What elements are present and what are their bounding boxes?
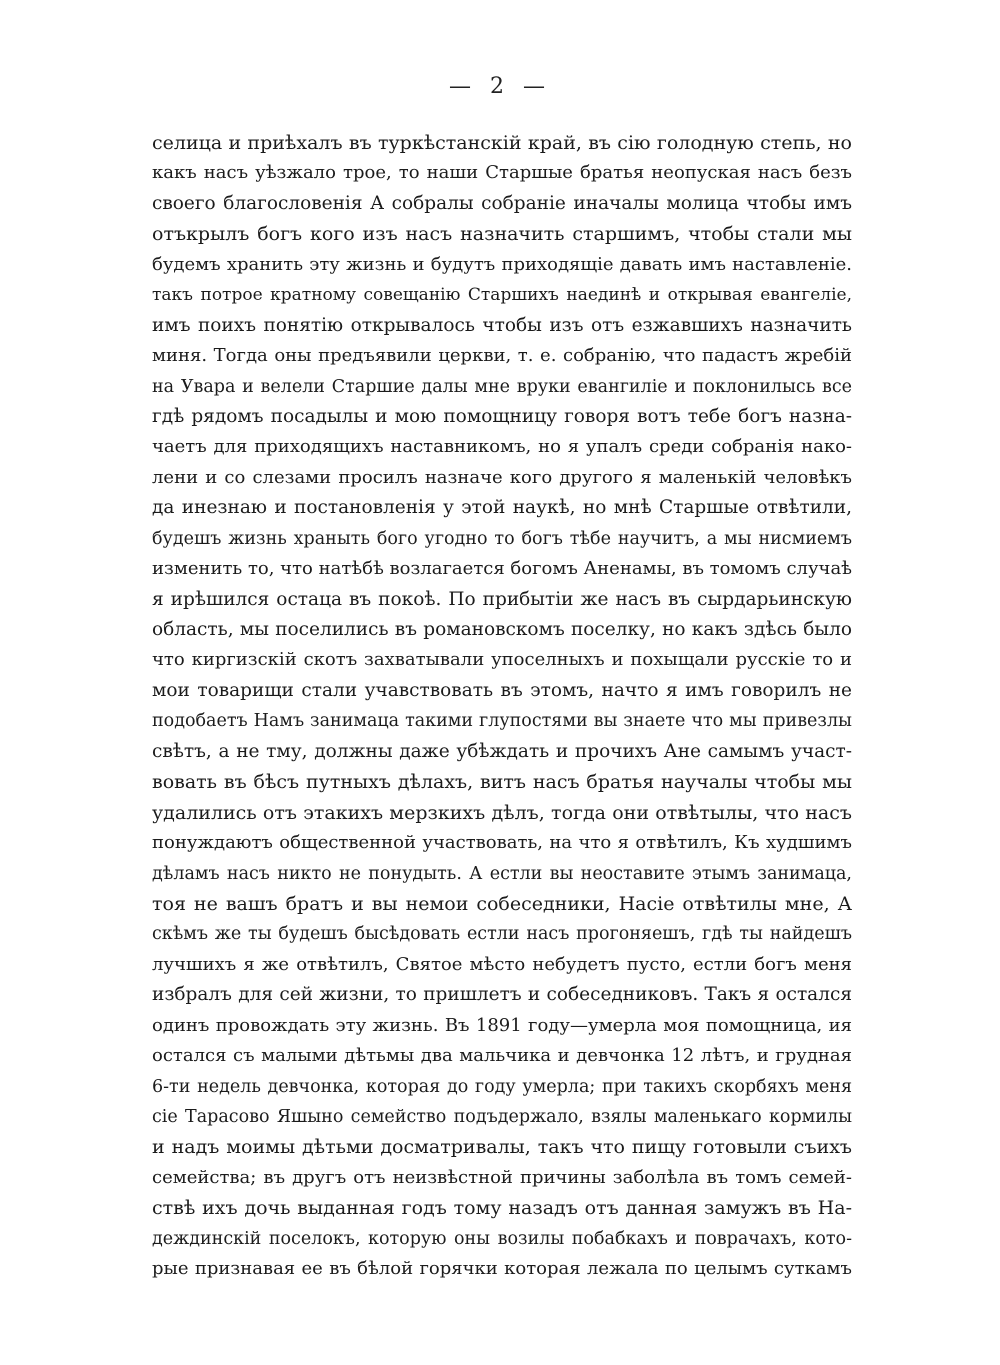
text-line: лучшихъ я же отвѣтилъ, Святое мѣсто небудетъ пусто, естли богъ меня [152, 953, 852, 975]
text-line: изменить то, что натѣбѣ возлагается богомъ Аненамы, въ томомъ случаѣ [152, 558, 852, 580]
text-line: будемъ хранить эту жизнь и будутъ приходящіе давать имъ наставленіе. [152, 253, 852, 275]
text-line: будешъ жизнь храныть бого угодно то богъ тѣбе научитъ, а мы нисмиемъ [152, 528, 852, 549]
text-line: имъ поихъ понятію открывалось чтобы изъ отъ езжавшихъ назначить [152, 314, 852, 336]
text-line: семейства; въ другъ отъ неизвѣстной причины заболѣла въ томъ семей- [152, 1166, 852, 1188]
text-line: понуждаютъ общественной участвовать, на что я отвѣтилъ, Къ худшимъ [152, 832, 852, 854]
text-line: 6-ти недель девчонка, которая до году умерла; при такихъ скорбяхъ меня [152, 1076, 852, 1097]
text-line: скѣмъ же ты будешъ бысѣдовать естли насъ прогоняешъ, гдѣ ты найдешъ [152, 924, 852, 945]
text-line: да инезнаю и постановленія у этой наукѣ, но мнѣ Старшые отвѣтили, [152, 497, 852, 519]
text-line: что киргизскій скотъ захватывали упоселныхъ и похыщали русскіе то и [152, 649, 852, 671]
text-line: чаетъ для приходящихъ наставникомъ, но я упалъ среди собранія нако- [152, 436, 852, 458]
text-line: своего благословенія А собралы собраніе иначалы молица чтобы имъ [152, 192, 852, 214]
text-line: вовать въ бѣсъ путныхъ дѣлахъ, витъ насъ братья научалы чтобы мы [152, 771, 852, 794]
text-line: рые признавая ее въ бѣлой горячки которая лежала по целымъ суткамъ [152, 1258, 852, 1280]
text-line: избралъ для сей жизни, то пришлетъ и собеседниковъ. Такъ я остался [152, 984, 852, 1006]
text-line: сіе Тарасово Яшыно семейство подъдержало, взялы маленькаго кормилы [152, 1107, 852, 1127]
text-line: лени и со слезами просилъ назначе кого другого я маленькій человѣкъ [152, 466, 852, 488]
body-text [152, 128, 852, 1285]
text-line: на Увара и велели Старшие далы мне вруки евангиліе и поклонилысь все [152, 376, 852, 397]
text-line: миня. Тогда оны предъявили церкви, т. е. собранію, что падастъ жребій [152, 345, 852, 367]
text-line: одинъ провождать эту жизнь. Въ 1891 году—умерла моя помощница, ия [152, 1014, 852, 1036]
text-line: тоя не вашъ братъ и вы немои собеседники, Насіе отвѣтилы мне, А [152, 892, 852, 915]
text-line: деждинскій поселокъ, которую оны возилы побабкахъ и поврачахъ, кото- [152, 1228, 852, 1249]
text-line: подобаетъ Намъ занимаца такими глупостями вы знаете что мы привезлы [152, 711, 852, 732]
page-number: — 2 — [449, 74, 551, 99]
text-line: гдѣ рядомъ посадылы и мою помощницу говоря вотъ тебе богъ назна- [152, 405, 852, 427]
text-line: селица и приѣхалъ въ туркѣстанскій край, въ сію голодную степь, но [152, 132, 852, 154]
text-line: удалились отъ этакихъ мерзкихъ дѣлъ, тогда они отвѣтылы, что насъ [152, 801, 852, 824]
text-line: такъ потрое кратному совещанію Старшихъ наединѣ и открывая евангеліе, [152, 285, 852, 306]
text-line: ствѣ ихъ дочь выданная годъ тому назадъ отъ данная замужъ въ На- [152, 1197, 852, 1220]
text-line: отъкрылъ богъ кого изъ насъ назначить старшимъ, чтобы стали мы [152, 223, 852, 246]
text-line: область, мы поселились въ романовскомъ поселку, но какъ здѣсь было [152, 619, 852, 640]
text-line: дѣламъ насъ никто не понудыть. А естли вы неоставите этымъ занимаца, [152, 863, 852, 884]
text-line: свѣтъ, а не тму, должны даже убѣждать и прочихъ Ане самымъ участ- [152, 740, 852, 762]
text-line: мои товарищи стали учавствовать въ этомъ, начто я имъ говорилъ не [152, 679, 852, 701]
text-line: я ирѣшился остаца въ покоѣ. По прибытіи же насъ въ сырдарьинскую [152, 588, 852, 610]
text-line: какъ насъ уѣзжало трое, то наши Старшые братья неопуская насъ безъ [152, 162, 852, 184]
text-line: остался съ малыми дѣтьмы два мальчика и девчонка 12 лѣтъ, и грудная [152, 1045, 852, 1067]
text-line: и надъ моимы дѣтьми досматривалы, такъ что пищу готовыли съихъ [152, 1136, 852, 1159]
